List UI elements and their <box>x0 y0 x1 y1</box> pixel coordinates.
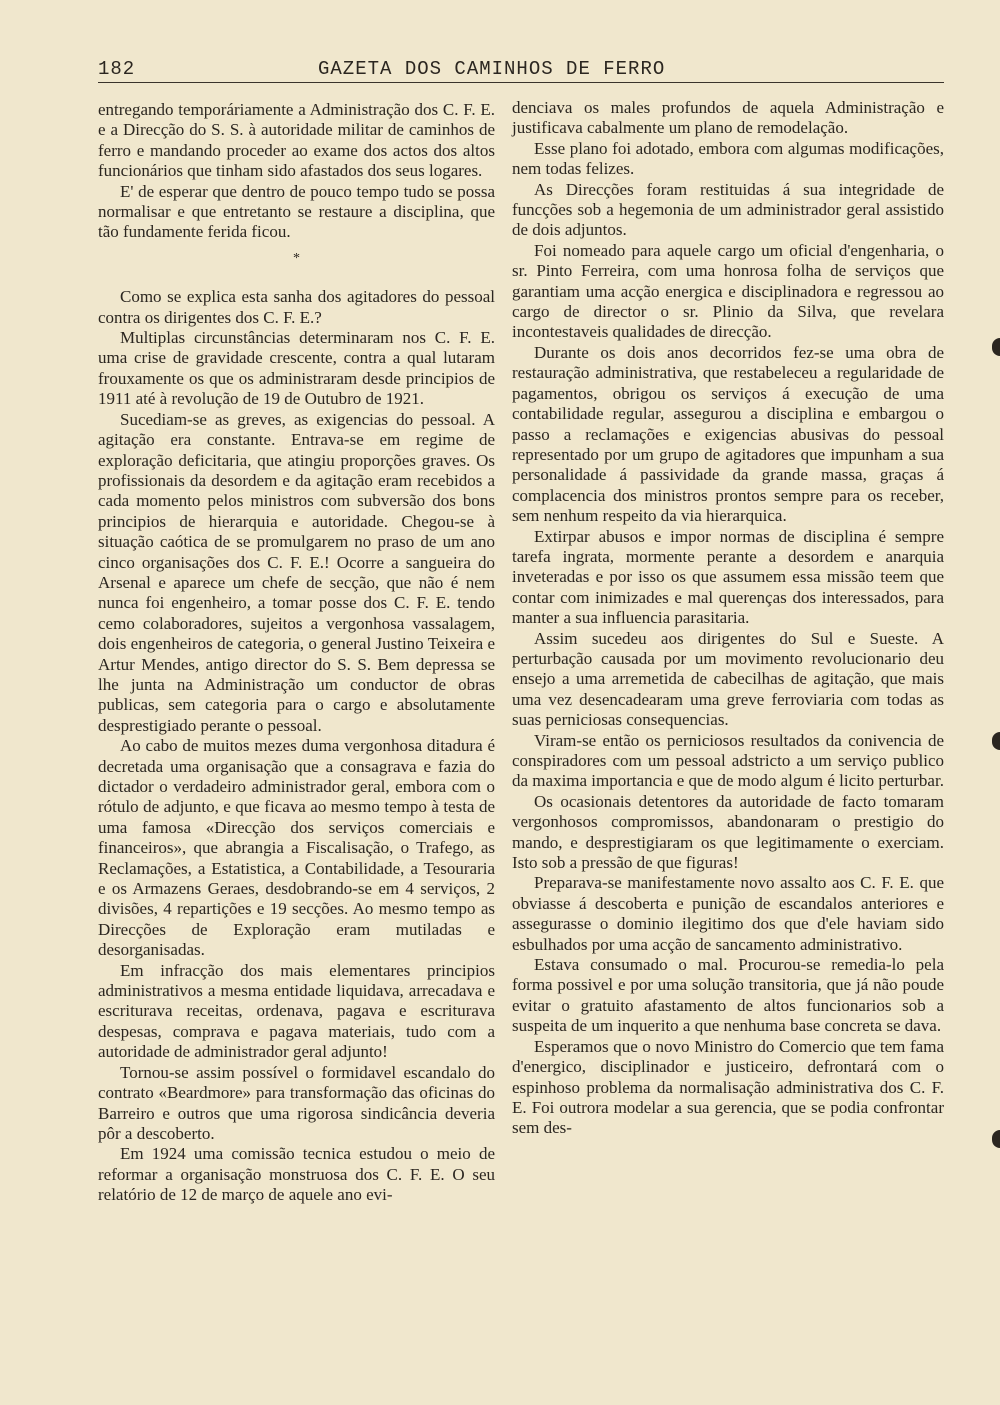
binding-mark <box>992 1130 1000 1148</box>
paragraph: Multiplas circunstâncias determinaram nos C. F. E. uma crise de gravidade crescente, contra a qual lutaram frouxamente os que os administraram desde principios de 1911 até à revolução de 19 de Outubro de 1921. <box>98 328 495 409</box>
paragraph: Esperamos que o novo Ministro do Comercio que tem fama d'energico, disciplinador e justiceiro, defrontará com o espinhoso problema da normalisação administrativa dos C. F. E. Foi outrora modelar a sua gerencia, que se podia confrontar sem des- <box>512 1036 944 1138</box>
journal-title: GAZETA DOS CAMINHOS DE FERRO <box>318 58 666 80</box>
paragraph: Durante os dois anos decorridos fez-se uma obra de restauração administrativa, que restabeleceu a regularidade de pagamentos, obrigou os serviços á execução de uma contabilidade regular, assegurou a disciplina e embargou o passo a reclamações e exigencias abusivas do pessoal representado por um grupo de agitadores que impunham a sua personalidade á passividade da grande massa, graças á complacencia dos ministros prontos sempre para os receber, sem nenhum respeito da via hierarquica. <box>512 342 944 526</box>
right-column <box>512 98 944 1139</box>
paragraph: Esse plano foi adotado, embora com algumas modificações, nem todas felizes. <box>512 138 944 179</box>
paragraph: Extirpar abusos e impor normas de disciplina é sempre tarefa ingrata, mormente perante a desordem e anarquia inveteradas e por isso os que assumem essa missão teem que contar com inimizades e mal querenças dos interessados, para manter a sua influencia parasitaria. <box>512 526 944 628</box>
paragraph: Ao cabo de muitos mezes duma vergonhosa ditadura é decretada uma organisação que a consagrava e fazia do dictador o verdadeiro administrador geral, embora com o rótulo de adjunto, e que ficava ao mesmo tempo à testa de uma famosa «Direcção dos serviços comerciais e financeiros», que abrangia a Fiscalisação, o Trafego, as Reclamações, a Estatistica, a Contabilidade, a Tesouraria e os Armazens Geraes, desdobrando-se em 4 serviços, 2 divisões, 4 repartições e 19 secções. Ao mesmo tempo as Direcções de Exploração eram mutiladas e desorganisadas. <box>98 736 495 960</box>
paragraph: Em infracção dos mais elementares principios administrativos a mesma entidade liquidava, arrecadava e escriturava receitas, ordenava, pagava e escriturava despesas, comprava e pagava materiais, tudo com a autoridade de administrador geral adjunto! <box>98 960 495 1062</box>
left-column <box>98 100 495 1206</box>
paragraph: entregando temporáriamente a Administração dos C. F. E. e a Direcção do S. S. à autoridade militar de caminhos de ferro e mandando proceder ao exame dos actos dos altos funcionários que tinham sido afastados dos seus logares. <box>98 100 495 181</box>
paragraph: Assim sucedeu aos dirigentes do Sul e Sueste. A perturbação causada por um movimento revolucionario deu ensejo a uma arremetida de cabecilhas de agitação, que mais uma vez desencadearam uma greve ferroviaria com todas as suas perniciosas consequencias. <box>512 628 944 730</box>
paragraph: Foi nomeado para aquele cargo um oficial d'engenharia, o sr. Pinto Ferreira, com uma honrosa folha de serviços que garantiam uma acção energica e disciplinadora e regressou ao cargo de director o sr. Plinio da Silva, que revelara incontestaveis qualidades de direcção. <box>512 240 944 342</box>
binding-mark <box>992 338 1000 356</box>
paragraph: Em 1924 uma comissão tecnica estudou o meio de reformar a organisação monstruosa dos C. F. E. O seu relatório de 12 de março de aquele ano evi- <box>98 1144 495 1205</box>
paragraph: Sucediam-se as greves, as exigencias do pessoal. A agitação era constante. Entrava-se em regime de exploração deficitaria, que atingiu proporções graves. Os profissionais da desordem e da agitação eram recebidos a cada momento pelos ministros com subversão dos bons principios de hierarquia e autoridade. Chegou-se à situação caótica de se promulgarem no praso de um ano cinco organisações dos C. F. E.! Ocorre a sangueira do Arsenal e aparece um chefe de secção, que não é nem nunca foi engenheiro, a tomar posse dos C. F. E. tendo cemo colaboradores, sujeitos a vergonhosa vassalagem, dois engenheiros de categoria, o general Justino Teixeira e Artur Mendes, antigo director do S. S. Bem depressa se lhe junta na Administração um conductor de obras publicas, sem categoria para o cargo e absolutamente desprestigiado perante o pessoal. <box>98 409 495 735</box>
paragraph: Tornou-se assim possível o formidavel escandalo do contrato «Beardmore» para transformação das oficinas do Barreiro e outros que uma rigorosa sindicância deveria pôr a descoberto. <box>98 1062 495 1143</box>
paragraph: Estava consumado o mal. Procurou-se remedia-lo pela forma possivel e por uma solução transitoria, que já não poude evitar o gratuito afastamento de altos funcionarios sob a suspeita de um inquerito a que nenhuma base concreta se dava. <box>512 955 944 1036</box>
paragraph: denciava os males profundos de aquela Administração e justificava cabalmente um plano de remodelação. <box>512 98 944 138</box>
paragraph: Viram-se então os perniciosos resultados da conivencia de conspiradores com um pessoal adstricto a um serviço publico da maxima importancia e que de modo algum é licito perturbar. <box>512 730 944 791</box>
paragraph: As Direcções foram restituidas á sua integridade de funcções sob a hegemonia de um administrador geral assistido de dois adjuntos. <box>512 179 944 240</box>
paragraph: Os ocasionais detentores da autoridade de facto tomaram vergonhosos compromissos, abandonaram o prestigio do mando, e desprestigiaram os que legitimamente o exerciam. Isto sob a pressão de que figuras! <box>512 791 944 873</box>
paragraph: Como se explica esta sanha dos agitadores do pessoal contra os dirigentes dos C. F. E.? <box>98 287 495 327</box>
page-header <box>98 58 944 83</box>
section-separator: * <box>293 250 300 266</box>
paragraph: E' de esperar que dentro de pouco tempo tudo se possa normalisar e que entretanto se restaure a disciplina, que tão fundamente ferida ficou. <box>98 181 495 242</box>
paragraph: Preparava-se manifestamente novo assalto aos C. F. E. que obviasse á descoberta e punição de escandalos anteriores e assegurasse o dominio ilegitimo dos que d'ele haviam sido esbulhados por uma acção de sancamento administrativo. <box>512 873 944 954</box>
page-number: 182 <box>98 58 136 80</box>
binding-mark <box>992 732 1000 750</box>
